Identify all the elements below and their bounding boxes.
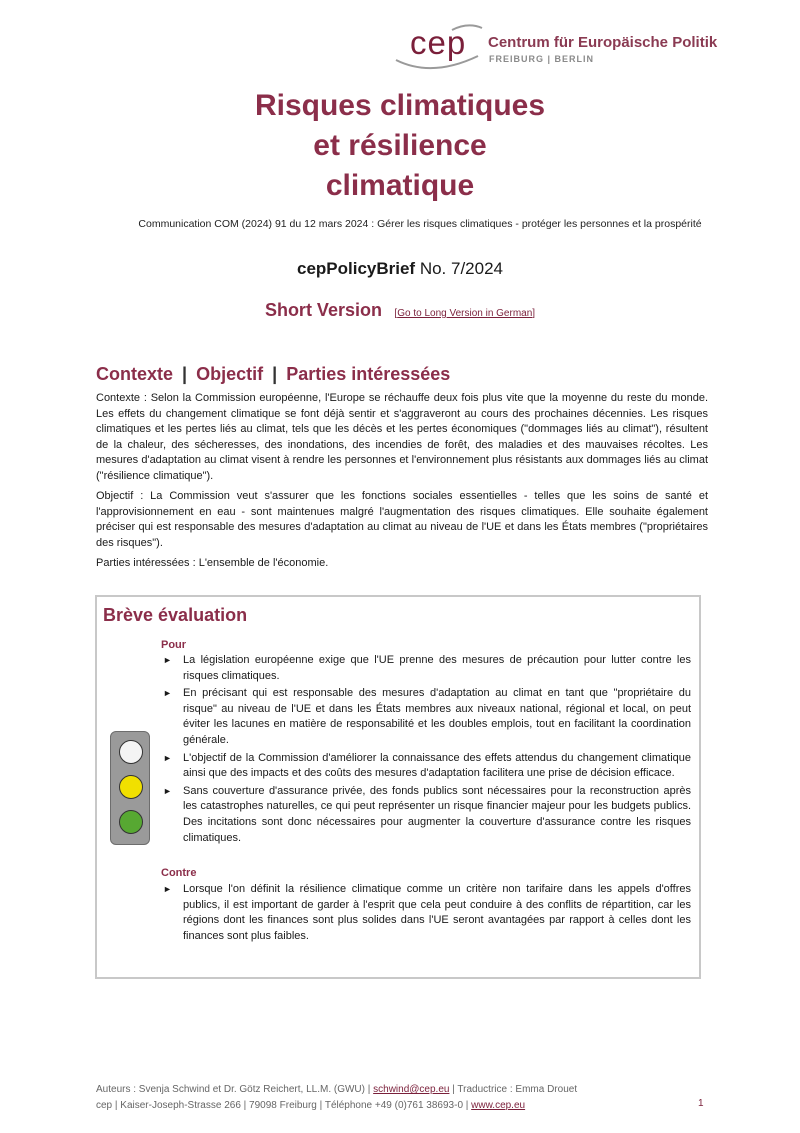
cep-logo	[388, 18, 718, 74]
website-link[interactable]: www.cep.eu	[471, 1100, 526, 1111]
heading-parties: Parties intéressées	[286, 364, 451, 384]
logo-mark: cep	[410, 24, 467, 61]
context-body	[96, 391, 708, 577]
pour-item-text: L'objectif de la Commission d'améliorer la connaissance des effets attendus du changement climatique ainsi que des impacts et des coûts des mesures d'adaptation facilitera une prise de décision efficace.	[183, 751, 691, 780]
list-item	[161, 784, 691, 846]
contre-label: Contre	[161, 867, 197, 879]
author-email-link[interactable]: schwind@cep.eu	[373, 1084, 450, 1095]
list-item	[161, 882, 691, 944]
long-version-link-wrap	[394, 308, 535, 319]
list-item	[161, 751, 691, 782]
context-paragraph: Contexte : Selon la Commission européenne, l'Europe se réchauffe deux fois plus vite que la moyenne du reste du monde. Les effets du changement climatique se font déjà sentir et s'aggraveront au cours des prochaines décennies. Les risques climatiques et les pertes liés au climat, tels que les décès et les pertes économiques ("dommages liés au climat"), résultent de la chaleur, des sécheresses, des inondations, des incendies de forêt, des maladies et des mauvaises récoltes. Les mesures d'adaptation au climat visent à rendre les personnes et l'environnement plus résistants aux dommages liés au climat ("résilience climatique").	[96, 392, 708, 482]
bracket-close: ]	[532, 308, 536, 319]
pour-item-text: Sans couverture d'assurance privée, des fonds publics sont nécessaires pour la reconstruction après les catastrophes naturelles, ce qui peut représenter un risque financier majeur pour les budgets publics. Des incitations sont donc nécessaires pour augmenter la couverture d'assurance contre les risques climatiques.	[183, 784, 691, 844]
brief-number	[0, 259, 800, 279]
bullet-arrow-icon: ►	[163, 688, 172, 699]
pour-item-text: En précisant qui est responsable des mesures d'adaptation au climat en tant que "propriétaire du risque" au niveau de l'UE et dans les États membres aux niveaux national, régional et local, on peut éviter les lacunes en matière de responsabilité et les doubles emplois, tout en facilitant la coordination générale.	[183, 687, 691, 746]
contre-item-text: Lorsque l'on définit la résilience climatique comme un critère non tarifaire dans les appels d'offres publics, il est important de garder à l'esprit que cela peut conduire à des conflits de répartition, car les régions dont les finances sont plus solides dans l'UE seront avantagées par rapport à celles dont les finances sont plus faibles.	[183, 883, 691, 942]
stakeholders-paragraph: Parties intéressées : L'ensemble de l'économie.	[96, 557, 329, 569]
list-item	[161, 653, 691, 684]
traffic-light-icon	[110, 731, 150, 845]
footer-address-line	[96, 1098, 706, 1114]
heading-objectif: Objectif	[196, 364, 264, 384]
footer-translator: | Traductrice : Emma Drouet	[452, 1084, 578, 1095]
list-item	[161, 686, 691, 748]
footer-authors-line	[96, 1082, 706, 1098]
footer-authors: Auteurs : Svenja Schwind et Dr. Götz Reichert, LL.M. (GWU) |	[96, 1084, 371, 1095]
context-heading	[96, 364, 450, 385]
bullet-arrow-icon: ►	[163, 785, 172, 796]
short-version-row	[0, 300, 800, 321]
contre-list	[161, 882, 691, 946]
brief-name: cepPolicyBrief	[296, 259, 416, 278]
evaluation-box	[95, 595, 701, 979]
footer-address: cep | Kaiser-Joseph-Strasse 266 | 79098 Freiburg | Téléphone +49 (0)761 38693-0 |	[96, 1100, 469, 1111]
page-number: 1	[698, 1098, 704, 1109]
bracket-open: [	[394, 308, 398, 319]
logo-name: Centrum für Europäische Politik	[488, 34, 718, 51]
bullet-arrow-icon: ►	[163, 752, 172, 763]
heading-sep-1: |	[182, 364, 188, 384]
short-version-label: Short Version	[264, 300, 382, 320]
bullet-arrow-icon: ►	[163, 655, 172, 665]
heading-sep-2: |	[272, 364, 278, 384]
traffic-light-yellow-icon	[119, 775, 143, 799]
pour-label: Pour	[161, 639, 187, 651]
title-line-2: et résilience	[313, 129, 487, 162]
footer	[96, 1082, 706, 1114]
evaluation-title: Brève évaluation	[103, 605, 248, 625]
long-version-link[interactable]: Go to Long Version in German	[397, 308, 533, 319]
pour-list	[161, 653, 691, 848]
logo-cities: FREIBURG | BERLIN	[489, 54, 595, 64]
objective-paragraph: Objectif : La Commission veut s'assurer que les fonctions sociales essentielles - telles que les soins de santé et l'approvisionnement en eau - sont maintenues malgré l'augmentation des risques climatiques. Elle souhaite également préciser qui est responsable des mesures d'adaptation au climat au niveau de l'UE et dans les États membres ("propriétaires des risques").	[96, 490, 708, 549]
traffic-light-white-icon	[119, 740, 143, 764]
traffic-light-green-icon	[119, 810, 143, 834]
pour-item-text: La législation européenne exige que l'UE prenne des mesures de précaution pour lutter contre les risques climatiques.	[183, 654, 691, 682]
heading-contexte: Contexte	[96, 364, 174, 384]
brief-no: No. 7/2024	[419, 259, 504, 278]
bullet-arrow-icon: ►	[163, 884, 172, 894]
title-line-1: Risques climatiques	[254, 89, 546, 122]
subtitle: Communication COM (2024) 91 du 12 mars 2024 : Gérer les risques climatiques - protéger les personnes et la prospérité	[138, 218, 702, 230]
title-line-3: climatique	[325, 169, 475, 202]
page-title	[0, 86, 800, 206]
